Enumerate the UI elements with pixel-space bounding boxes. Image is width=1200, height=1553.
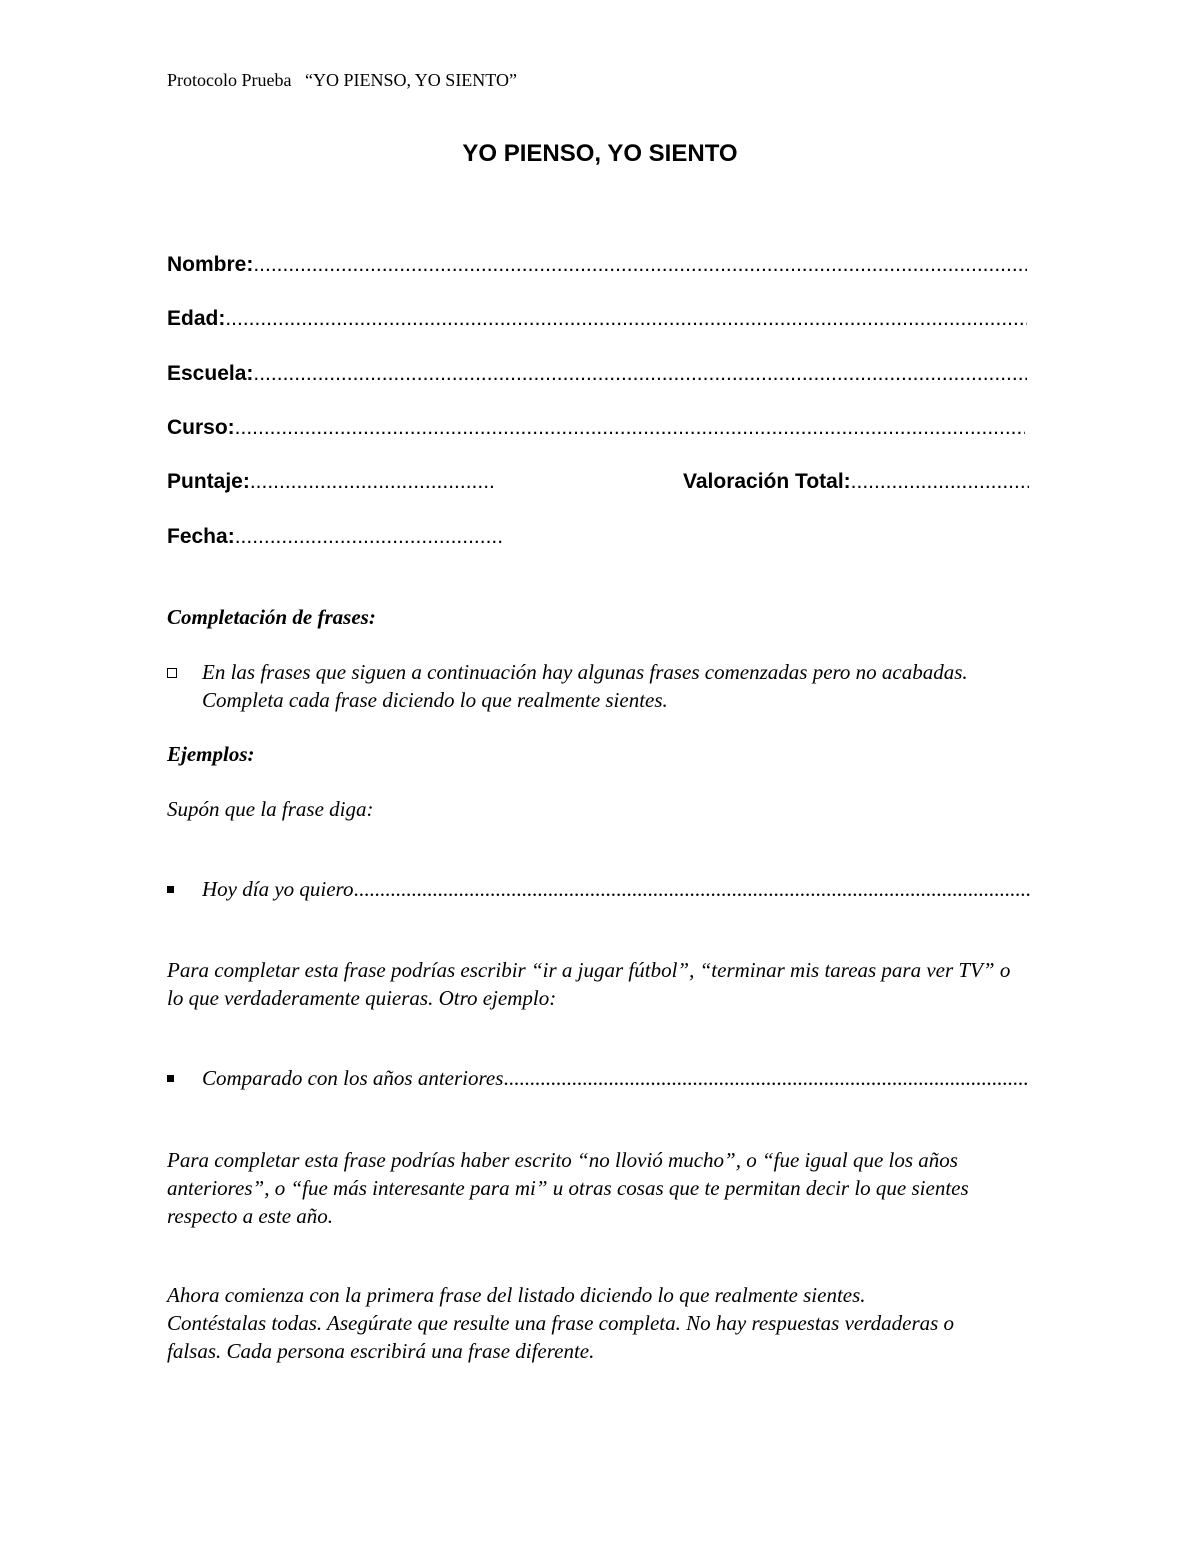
instruction-bullet	[167, 658, 1033, 718]
example-2-line	[503, 1064, 1028, 1092]
field-fecha-label: Fecha:	[167, 525, 235, 548]
example-1-row	[202, 875, 1032, 903]
field-edad-line	[225, 307, 1027, 331]
field-valoracion-total[interactable]	[683, 470, 1029, 494]
explanation-2: Para completar esta frase podrías haber escrito “no llovió mucho”, o “fue igual que los años anteriores”, o “fue más interesante para mi” u otras cosas que te permitan decir lo que sientes respecto a este año.	[167, 1148, 969, 1228]
example-2-row	[202, 1064, 1028, 1092]
examples-intro: Supón que la frase diga:	[167, 797, 374, 821]
field-puntaje-line	[250, 470, 495, 494]
field-escuela[interactable]	[167, 362, 1027, 386]
document-title: YO PIENSO, YO SIENTO	[462, 140, 738, 167]
field-curso[interactable]	[167, 416, 1025, 440]
field-nombre-line	[253, 253, 1027, 277]
example-2-item	[167, 1064, 1033, 1094]
field-valoracion-label: Valoración Total:	[683, 470, 851, 493]
example-1-item	[167, 875, 1033, 905]
field-escuela-line	[253, 362, 1027, 386]
example-1-line	[353, 875, 1032, 903]
field-edad-label: Edad:	[167, 307, 226, 330]
field-fecha[interactable]	[167, 525, 503, 549]
field-escuela-label: Escuela:	[167, 362, 254, 385]
running-header: Protocolo Prueba “YO PIENSO, YO SIENTO”	[167, 70, 517, 90]
field-nombre[interactable]	[167, 253, 1027, 277]
field-edad[interactable]	[167, 307, 1027, 331]
completion-heading: Completación de frases:	[167, 605, 376, 629]
document-page	[167, 0, 1033, 1553]
field-valoracion-line	[851, 470, 1029, 494]
field-puntaje-label: Puntaje:	[167, 470, 250, 493]
example-1-text: Hoy día yo quiero	[202, 877, 354, 901]
solid-square-bullet-icon	[167, 875, 187, 903]
field-fecha-line	[235, 525, 503, 549]
examples-heading: Ejemplos:	[167, 742, 255, 766]
field-nombre-label: Nombre:	[167, 253, 254, 276]
instruction-text: En las frases que siguen a continuación hay algunas frases comenzadas pero no acabadas. Completa cada frase diciendo lo que realmente sientes.	[202, 660, 968, 712]
hollow-square-bullet-icon	[167, 658, 187, 688]
field-puntaje[interactable]	[167, 470, 495, 494]
explanation-1: Para completar esta frase podrías escribir “ir a jugar fútbol”, “terminar mis tareas para ver TV” o lo que verdaderamente quieras. Otro ejemplo:	[167, 958, 1011, 1010]
field-curso-label: Curso:	[167, 416, 235, 439]
example-2-text: Comparado con los años anteriores	[202, 1066, 504, 1090]
solid-square-bullet-icon	[167, 1064, 187, 1092]
field-curso-line	[235, 416, 1025, 440]
closing-instructions: Ahora comienza con la primera frase del listado diciendo lo que realmente sientes. Contéstalas todas. Asegúrate que resulte una frase completa. No hay respuestas verdaderas o falsas. Cada persona escribirá una frase diferente.	[167, 1283, 955, 1363]
